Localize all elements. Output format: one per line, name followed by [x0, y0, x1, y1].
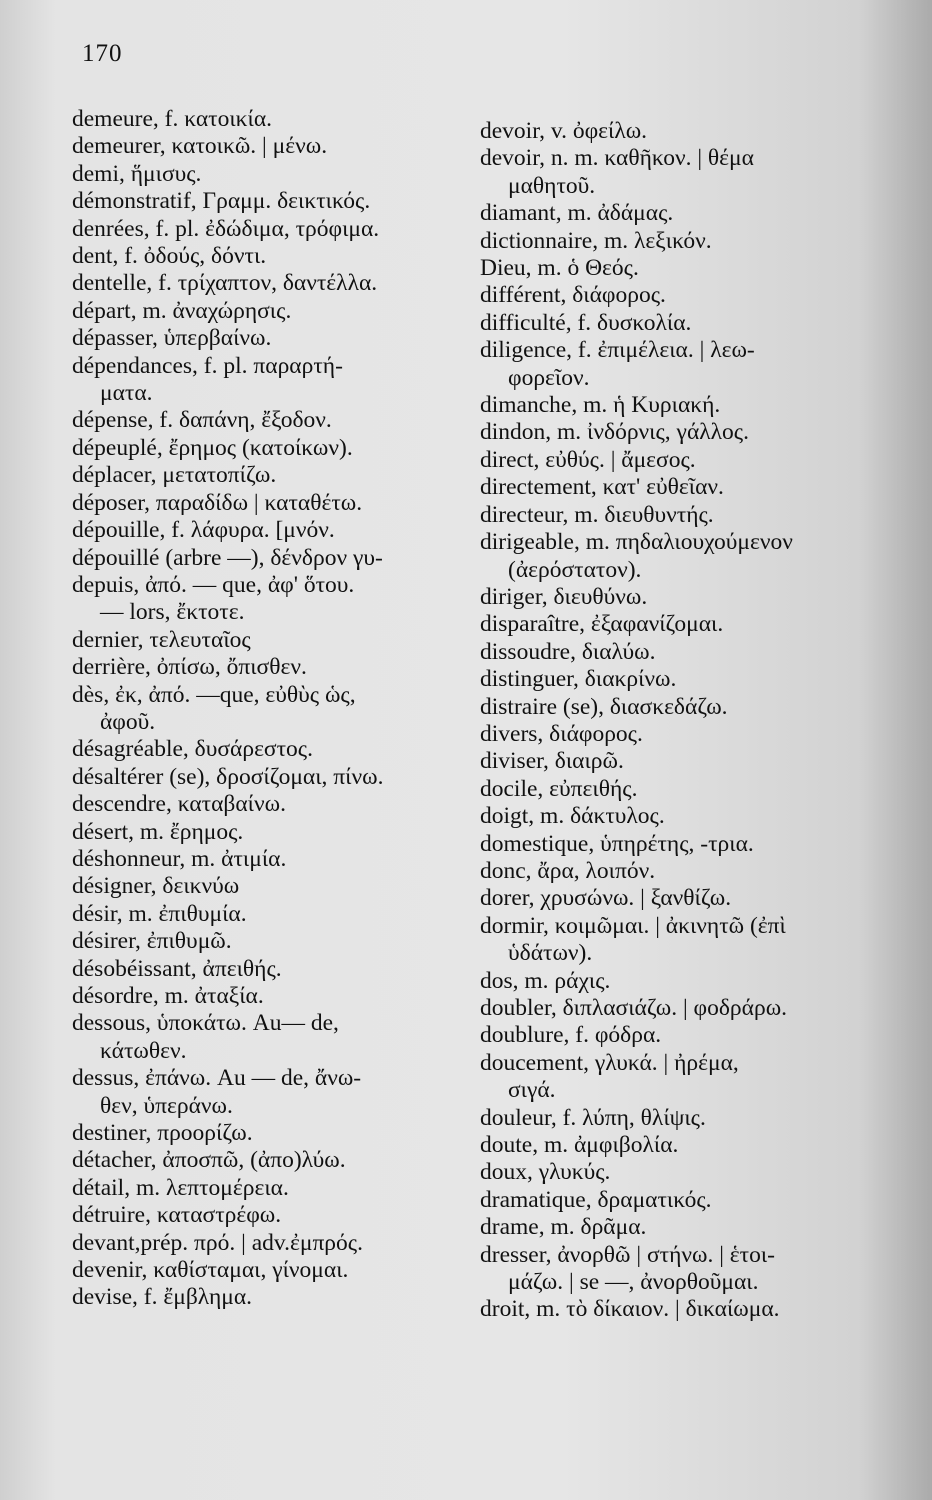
dictionary-entry-line: doute, m. ἀμφιβολία.	[480, 1132, 679, 1159]
dictionary-entry-line: détail, m. λεπτομέρεια.	[72, 1174, 289, 1201]
dictionary-entry-line: désordre, m. ἀταξία.	[72, 983, 264, 1009]
dictionary-entry-line: déshonneur, m. ἀτιμία.	[72, 845, 287, 872]
dictionary-entry-line: droit, m. τὸ δίκαιον. | δικαίωμα.	[480, 1296, 780, 1323]
dictionary-entry-line: désigner, δεικνύω	[72, 873, 240, 900]
dictionary-entry-line: dirigeable, m. πηδαλιουχούμενον	[480, 529, 793, 556]
dictionary-entry-line: diriger, διευθύνω.	[480, 583, 648, 610]
dictionary-entry-line: direct, εὐθύς. | ἄμεσος.	[480, 446, 696, 473]
dictionary-entry-line: devoir, n. m. καθῆκον. | θέμα	[480, 145, 754, 172]
dictionary-entry-line: dindon, m. ἰνδόρνις, γάλλος.	[480, 419, 749, 446]
dictionary-entry-line: dernier, τελευταῖος	[72, 626, 251, 653]
dictionary-entry-line: dramatique, δραματικός.	[480, 1186, 712, 1213]
dictionary-entry-line: (ἀερόστατον).	[508, 556, 642, 583]
dictionary-entry-line: demi, ἥμισυς.	[72, 160, 202, 187]
dictionary-entry-line: devise, f. ἔμβλημα.	[72, 1284, 253, 1311]
dictionary-entry-line: μαθητοῦ.	[508, 172, 596, 199]
dictionary-entry-line: dépouille, f. λάφυρα. [μνόν.	[72, 517, 335, 544]
dictionary-entry-line: dépasser, ὑπερβαίνω.	[72, 325, 272, 352]
dictionary-entry-line: doux, γλυκύς.	[480, 1159, 611, 1186]
dictionary-entry-line: dormir, κοιμῶμαι. | ἀκινητῶ (ἐπὶ	[480, 912, 786, 939]
dictionary-entry-line: dessous, ὑποκάτω. Au— de,	[72, 1010, 339, 1037]
dictionary-entry-line: dresser, ἀνορθῶ | στήνω. | ἑτοι-	[480, 1241, 775, 1268]
dictionary-entry-line: κάτωθεν.	[100, 1037, 187, 1064]
dictionary-entry-line: dictionnaire, m. λεξικόν.	[480, 227, 712, 254]
dictionary-entry-line: σιγά.	[508, 1077, 556, 1104]
dictionary-entry-line: disparaître, ἐξαφανίζομαι.	[480, 611, 724, 638]
dictionary-entry-line: désaltérer (se), δροσίζομαι, πίνω.	[72, 763, 384, 790]
dictionary-entry-line: dentelle, f. τρίχαπτον, δαντέλλα.	[72, 270, 378, 297]
dictionary-entry-line: denrées, f. pl. ἐδώδιμα, τρόφιμα.	[72, 215, 380, 242]
dictionary-entry-line: dorer, χρυσώνω. | ξανθίζω.	[480, 885, 732, 912]
dictionary-entry-line: distraire (se), διασκεδάζω.	[480, 693, 728, 720]
dictionary-entry-line: dissoudre, διαλύω.	[480, 638, 656, 665]
dictionary-entry-line: dimanche, m. ἡ Κυριακή.	[480, 392, 721, 419]
dictionary-entry-line: destiner, προορίζω.	[72, 1120, 253, 1147]
dictionary-entry-line: devant,prép. πρό. | adv.ἐμπρός.	[72, 1229, 363, 1256]
dictionary-entry-line: docile, εὐπειθής.	[480, 775, 638, 802]
dictionary-entry-line: dépeuplé, ἔρημος (κατοίκων).	[72, 434, 353, 461]
dictionary-entry-line: dessus, ἐπάνω. Au — de, ἄνω-	[72, 1065, 362, 1092]
dictionary-entry-line: doubler, διπλασιάζω. | φοδράρω.	[480, 995, 788, 1021]
dictionary-entry-line: déplacer, μετατοπίζω.	[72, 462, 277, 489]
dictionary-entry-line: depuis, ἀπό. — que, ἀφ' ὅτου.	[72, 571, 355, 598]
dictionary-entry-line: diamant, m. ἀδάμας.	[480, 200, 674, 227]
dictionary-entry-line: douleur, f. λύπη, θλίψις.	[480, 1104, 706, 1131]
dictionary-entry-line: — lors, ἔκτοτε.	[100, 599, 245, 626]
dictionary-entry-line: dos, m. ράχις.	[480, 967, 611, 994]
dictionary-entry-line: dès, ἐκ, ἀπό. —que, εὐθὺς ὡς,	[72, 681, 356, 708]
dictionary-entry-line: détacher, ἀποσπῶ, (ἀπο)λύω.	[72, 1147, 346, 1174]
dictionary-entry-line: donc, ἄρα, λοιπόν.	[480, 857, 656, 884]
dictionary-entry-line: dépense, f. δαπάνη, ἔξοδον.	[72, 407, 332, 434]
dictionary-entry-line: divers, διάφορος.	[480, 720, 643, 747]
dictionary-entry-line: diviser, διαιρῶ.	[480, 748, 624, 775]
dictionary-entry-line: démonstratif, Γραμμ. δεικτικός.	[72, 188, 371, 215]
dictionary-entry-line: directement, κατ' εὐθεῖαν.	[480, 474, 724, 501]
dictionary-entry-line: désert, m. ἔρημος.	[72, 818, 244, 845]
dictionary-entry-line: derrière, ὀπίσω, ὄπισθεν.	[72, 654, 307, 681]
dictionary-entry-line: φορεῖον.	[508, 364, 590, 391]
dictionary-entry-line: doublure, f. φόδρα.	[480, 1022, 662, 1049]
dictionary-entry-line: demeure, f. κατοικία.	[72, 106, 273, 132]
dictionary-entry-line: μάζω. | se —, ἀνορθοῦμαι.	[508, 1269, 759, 1296]
dictionary-entry-line: distinguer, διακρίνω.	[480, 666, 677, 693]
dictionary-entry-line: devoir, v. ὀφείλω.	[480, 118, 648, 144]
dictionary-entry-line: difficulté, f. δυσκολία.	[480, 309, 692, 336]
dictionary-entry-line: désir, m. ἐπιθυμία.	[72, 900, 247, 927]
dictionary-entry-line: dent, f. ὀδούς, δόντι.	[72, 243, 267, 270]
dictionary-entry-line: directeur, m. διευθυντής.	[480, 501, 714, 528]
dictionary-entry-line: θεν, ὑπεράνω.	[100, 1092, 233, 1119]
dictionary-entry-line: diligence, f. ἐπιμέλεια. | λεω-	[480, 337, 755, 364]
dictionary-entry-line: départ, m. ἀναχώρησις.	[72, 297, 292, 324]
page-number: 170	[82, 40, 123, 67]
dictionary-entry-line: descendre, καταβαίνω.	[72, 791, 286, 818]
dictionary-entry-line: dépouillé (arbre —), δένδρον γυ-	[72, 544, 383, 571]
dictionary-entry-line: demeurer, κατοικῶ. | μένω.	[72, 133, 328, 160]
left-column	[72, 106, 472, 1312]
dictionary-entry-line: désirer, ἐπιθυμῶ.	[72, 928, 232, 955]
dictionary-entry-line: ἀφοῦ.	[100, 708, 156, 735]
dictionary-entry-line: déposer, παραδίδω | καταθέτω.	[72, 489, 363, 516]
right-column	[480, 118, 880, 1324]
dictionary-entry-line: ματα.	[100, 380, 153, 407]
dictionary-entry-line: drame, m. δρᾶμα.	[480, 1214, 647, 1241]
dictionary-entry-line: désobéissant, ἀπειθής.	[72, 955, 282, 982]
dictionary-entry-line: doucement, γλυκά. | ἠρέμα,	[480, 1049, 739, 1076]
dictionary-entry-line: dépendances, f. pl. παραρτή-	[72, 352, 343, 379]
dictionary-entry-line: détruire, καταστρέφω.	[72, 1202, 282, 1229]
dictionary-entry-line: devenir, καθίσταμαι, γίνομαι.	[72, 1257, 349, 1284]
dictionary-entry-line: Dieu, m. ὁ Θεός.	[480, 255, 639, 282]
dictionary-entry-line: ὑδάτων).	[508, 940, 593, 967]
dictionary-entry-line: doigt, m. δάκτυλος.	[480, 803, 665, 830]
dictionary-entry-line: désagréable, δυσάρεστος.	[72, 736, 313, 763]
dictionary-entry-line: domestique, ὑπηρέτης, -τρια.	[480, 830, 754, 857]
dictionary-entry-line: différent, διάφορος.	[480, 282, 666, 309]
